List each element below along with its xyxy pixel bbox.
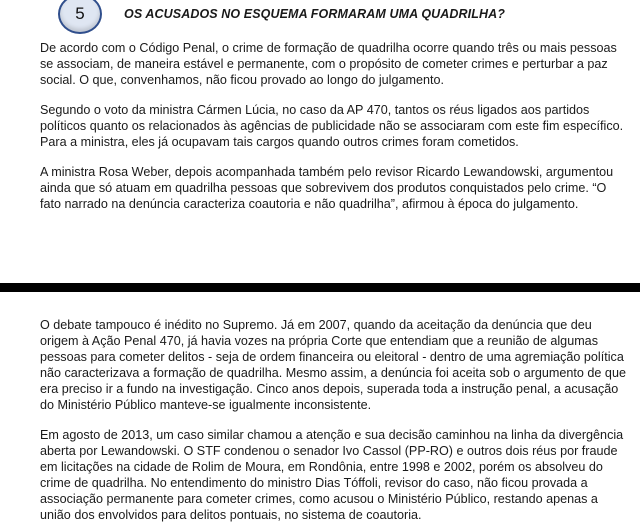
- paragraph-rosa-weber: A ministra Rosa Weber, depois acompanhada também pelo revisor Ricardo Lewandowski, argumentou ainda que só atuam em quadrilha pessoas que sobrevivem dos produtos conquistados pelo crime. “O fato narrado na denúncia caracteriza coautoria e não quadrilha”, afirmou à época do julgamento.: [40, 165, 614, 211]
- paragraph-carmen-lucia: Segundo o voto da ministra Cármen Lúcia, no caso da AP 470, tantos os réus ligados aos partidos políticos quanto os relacionados às agências de publicidade não se associaram com este fim específico. Para a ministra, eles já ocupavam tais cargos quando outros crimes foram cometidos.: [40, 103, 624, 149]
- section-number-badge: 5: [58, 0, 102, 34]
- paragraph-codigo-penal: De acordo com o Código Penal, o crime de formação de quadrilha ocorre quando três ou mais pessoas se associam, de maneira estável e permanente, com o propósito de cometer crimes e perturbar a paz social. O que, convenhamos, não ficou provado ao longo do julgamento.: [40, 41, 617, 87]
- paragraph-debate-supremo: O debate tampouco é inédito no Supremo. Já em 2007, quando da aceitação da denúncia que deu origem à Ação Penal 470, já havia vozes na própria Corte que entendiam que a reunião de algumas pessoas para cometer delitos - seja de ordem financeira ou eleitoral - dentro de uma agremiação política não caracterizava a formação de quadrilha. Mesmo assim, a denúncia foi aceita sob o argumento de que era preciso ir a fundo na investigação. Cinco anos depois, superada toda a instrução penal, a acusação do Ministério Público manteve-se igualmente inconsistente.: [40, 318, 626, 412]
- paragraph-caso-cassol: Em agosto de 2013, um caso similar chamou a atenção e sua decisão caminhou na linha da divergência aberta por Lewandowski. O STF condenou o senador Ivo Cassol (PP-RO) e outros dois réus por fraude em licitações na cidade de Rolim de Moura, em Rondônia, entre 1998 e 2002, porém os absolveu do crime de quadrilha. No entendimento do ministro Dias Tóffoli, revisor do caso, não ficou provada a associação permanente para cometer crimes, como acusou o Ministério Público, restando apenas a união dos envolvidos para delitos pontuais, no sistema de coautoria.: [40, 428, 624, 522]
- page-divider: [0, 283, 640, 292]
- section-title: OS ACUSADOS NO ESQUEMA FORMARAM UMA QUADRILHA?: [124, 7, 505, 21]
